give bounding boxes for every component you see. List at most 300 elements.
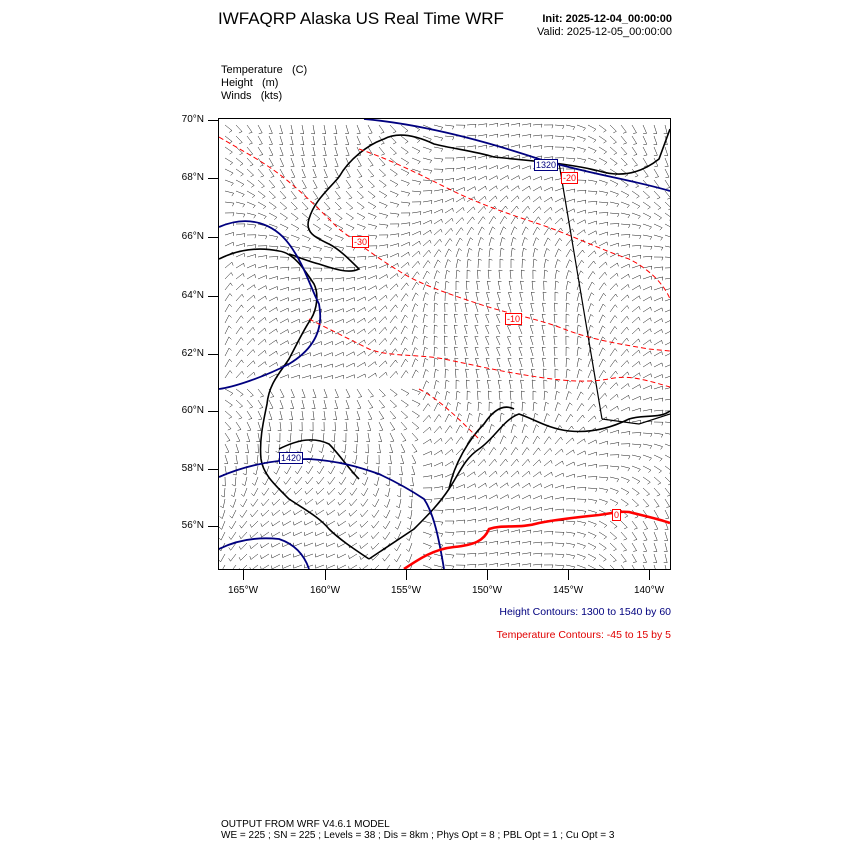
wind-barb [465, 347, 469, 356]
wind-barb [324, 257, 333, 261]
wind-barb [379, 327, 387, 334]
wind-barb [533, 124, 542, 127]
wind-barb [654, 363, 663, 367]
wind-barb [610, 136, 617, 144]
wind-barb [519, 348, 523, 357]
wind-barb [588, 191, 597, 195]
wind-barb [313, 288, 322, 292]
wind-barb [588, 404, 596, 411]
wind-barb [434, 209, 443, 213]
wind-barb [349, 499, 357, 506]
temp-contour-label-1: -20 [563, 173, 577, 183]
wind-barb [401, 136, 408, 143]
wind-barb [533, 187, 542, 192]
wind-barb [478, 495, 487, 499]
wind-barb [291, 319, 300, 323]
model-config: WE = 225 ; SN = 225 ; Levels = 38 ; Dis = 8km ; Phys Opt = 8 ; PBL Opt = 1 ; Cu Opt = 3 [221, 830, 615, 841]
wind-barb [333, 411, 337, 420]
wind-barb [269, 235, 278, 240]
wind-barb [258, 411, 262, 420]
wind-barb [368, 286, 377, 290]
wind-barb [496, 326, 500, 335]
wind-barb [610, 213, 619, 217]
wind-barb [599, 180, 608, 186]
wind-barb [327, 488, 335, 495]
wind-barb [368, 180, 375, 188]
wind-barb [313, 169, 317, 178]
wind-barb [566, 369, 570, 378]
wind-barb [390, 125, 396, 133]
wind-barb [544, 248, 550, 257]
wind-barb [302, 191, 307, 199]
wind-barb [599, 370, 606, 378]
wind-barb [519, 358, 523, 367]
wind-barb [621, 499, 628, 506]
wind-barb [555, 218, 563, 224]
wind-barb [434, 565, 443, 569]
wind-barb [577, 521, 586, 526]
wind-barb [520, 292, 524, 301]
map-canvas [219, 119, 670, 569]
wind-barb [258, 147, 263, 155]
wind-barb [258, 389, 264, 397]
wind-barb [478, 507, 487, 511]
wind-barb [643, 455, 652, 461]
wind-barb [478, 217, 485, 224]
wind-barb [489, 166, 498, 170]
wind-barb [261, 532, 269, 537]
wind-barb [475, 326, 479, 335]
wind-barb [322, 411, 325, 420]
field-height-unit: (m) [261, 77, 279, 89]
wind-barb [423, 201, 432, 205]
wind-barb [498, 281, 501, 290]
wind-barb [500, 165, 509, 169]
wind-barb [643, 256, 652, 259]
wind-barb [357, 362, 366, 367]
wind-barb [280, 180, 285, 188]
wind-barb [401, 371, 408, 379]
wind-barb [324, 353, 333, 357]
wind-barb [236, 213, 245, 217]
wind-barb [555, 259, 560, 268]
wind-barb [225, 262, 233, 268]
lon-label-145: 145°W [552, 585, 584, 596]
wind-barb [454, 325, 457, 334]
wind-barb [467, 413, 472, 422]
wind-barb [390, 349, 397, 356]
wind-barb [236, 349, 243, 356]
wind-barb [478, 564, 487, 568]
wind-barb [522, 471, 530, 477]
wind-barb [643, 409, 652, 413]
wind-barb [632, 499, 639, 507]
wind-barb [247, 245, 256, 248]
wind-barb [456, 425, 463, 433]
wind-barb [566, 403, 572, 411]
wind-barb [632, 191, 639, 198]
wind-barb [294, 488, 302, 494]
wind-barb [247, 389, 253, 397]
wind-barb [258, 235, 267, 239]
wind-barb [632, 565, 637, 569]
wind-barb [401, 180, 409, 186]
wind-barb [411, 466, 415, 475]
wind-barb [272, 565, 281, 569]
wind-barb [434, 314, 438, 323]
wind-barb [357, 329, 365, 334]
wind-barb [555, 473, 564, 477]
wind-barb [665, 246, 670, 251]
wind-barb [301, 158, 305, 167]
wind-barb [665, 422, 670, 426]
wind-barb [454, 347, 457, 356]
wind-barb [522, 519, 531, 523]
wind-barb [588, 314, 593, 323]
wind-barb [653, 554, 657, 563]
wind-barb [331, 433, 335, 442]
wind-barb [511, 196, 519, 202]
wind-barb [588, 499, 597, 504]
wind-barb [599, 393, 607, 400]
wind-barb [390, 253, 399, 257]
wind-barb [522, 541, 531, 545]
wind-barb [632, 373, 640, 378]
wind-barb [665, 499, 670, 507]
wind-barb [522, 413, 527, 422]
wind-barb [236, 243, 245, 247]
wind-barb [533, 197, 541, 203]
wind-barb [478, 227, 484, 235]
wind-barb [500, 495, 509, 499]
wind-barb [357, 202, 364, 209]
wind-barb [247, 191, 255, 198]
wind-barb [500, 206, 508, 213]
wind-barb [500, 402, 503, 411]
wind-barb [664, 147, 668, 156]
wind-barb [610, 326, 617, 334]
wind-barb [269, 329, 277, 334]
field-winds-unit: (kts) [260, 90, 283, 102]
wind-barb [302, 364, 311, 368]
wind-barb [621, 444, 630, 447]
wind-barb [379, 285, 387, 290]
wind-barb [324, 278, 333, 281]
wind-barb [588, 393, 595, 401]
wind-barb [599, 222, 608, 226]
wind-barb [368, 202, 376, 209]
wind-barb [241, 488, 247, 496]
wind-barb [500, 216, 507, 224]
wind-barb [383, 521, 390, 529]
wind-barb [280, 375, 289, 379]
wind-barb [313, 364, 322, 368]
wind-barb [599, 293, 606, 301]
wind-barb [346, 389, 350, 398]
wind-barb [632, 275, 641, 279]
wind-barb [665, 213, 670, 220]
wind-barb [335, 224, 343, 231]
wind-barb [566, 136, 575, 141]
wind-barb [412, 455, 416, 464]
wind-barb [566, 462, 575, 466]
wind-barb [445, 270, 450, 279]
wind-barb [412, 212, 421, 215]
wind-barb [665, 319, 670, 323]
wind-barb [283, 565, 292, 569]
wind-barb [621, 477, 629, 483]
wind-barb [544, 136, 553, 139]
wind-barb [335, 169, 339, 178]
wind-barb [379, 191, 387, 198]
wind-barb [489, 206, 497, 213]
wind-barb [643, 235, 652, 240]
wind-barb [511, 402, 514, 411]
wind-barb [324, 288, 333, 292]
wind-barb [229, 532, 236, 540]
wind-barb [280, 257, 289, 261]
southcentral-coast [369, 411, 670, 559]
wind-barb [291, 202, 297, 210]
wind-barb [543, 358, 547, 367]
wind-barb [335, 257, 344, 261]
wind-barb [610, 305, 617, 312]
wind-barb [401, 315, 408, 323]
wind-barb [251, 488, 258, 496]
wind-barb [665, 399, 670, 402]
wind-barb [368, 246, 377, 249]
wind-barb [522, 206, 530, 213]
wind-barb [313, 342, 322, 346]
wind-barb [610, 430, 619, 434]
wind-barb [412, 251, 420, 257]
wind-barb [665, 158, 669, 167]
wind-barb [236, 305, 243, 312]
wind-barb [511, 186, 519, 191]
wind-barb [423, 451, 432, 455]
wind-barb [643, 385, 652, 389]
wind-barb [643, 246, 652, 250]
height-contour-west [219, 221, 320, 389]
wind-barb [247, 361, 255, 367]
wind-barb [522, 402, 526, 411]
wind-barb [665, 169, 669, 178]
wind-barb [225, 444, 229, 453]
wind-barb [621, 395, 629, 400]
wind-barb [368, 276, 377, 280]
lat-label-70: 70°N [181, 114, 204, 125]
wind-barb [643, 202, 650, 209]
wind-barb [522, 459, 530, 466]
wind-barb [349, 521, 357, 527]
wind-barb [324, 202, 330, 210]
wind-barb [522, 196, 530, 202]
wind-barb [313, 246, 322, 251]
wind-barb [236, 147, 243, 155]
wind-barb [621, 244, 630, 247]
wind-barb [258, 265, 267, 269]
wind-barb [577, 532, 586, 537]
field-temperature [221, 64, 307, 76]
wind-barb [338, 543, 347, 547]
wind-barb [456, 554, 465, 558]
wind-barb [379, 422, 383, 431]
wind-barb [487, 380, 491, 389]
wind-barb [327, 521, 336, 526]
wind-barb [489, 259, 492, 268]
wind-barb [272, 554, 281, 558]
wind-barb [234, 455, 237, 464]
wind-barb [221, 488, 225, 497]
wind-barb [280, 341, 289, 345]
wind-barb [236, 389, 243, 396]
wind-barb [566, 543, 575, 548]
wind-barb [334, 400, 338, 409]
wind-barb [454, 336, 457, 345]
wind-barb [423, 250, 431, 257]
wind-barb [247, 125, 252, 133]
wind-barb [467, 553, 476, 556]
wind-barb [434, 199, 443, 203]
wind-barb [555, 125, 564, 129]
wind-barb [269, 202, 276, 209]
wind-barb [555, 198, 564, 202]
wind-barb [664, 125, 668, 134]
wind-barb [632, 455, 641, 460]
wind-barb [291, 288, 300, 292]
wind-barb [511, 237, 516, 246]
wind-barb [423, 476, 432, 480]
wind-barb [654, 136, 658, 145]
wind-barb [467, 460, 475, 466]
wind-barb [423, 347, 428, 356]
wind-barb [643, 543, 647, 552]
wind-barb [280, 202, 287, 210]
lon-tick [568, 570, 569, 580]
wind-barb [621, 147, 627, 155]
wind-barb [544, 177, 553, 181]
wind-barb [588, 416, 596, 422]
wind-barb [324, 341, 333, 345]
init-time: Init: 2025-12-04_00:00:00 [542, 13, 672, 25]
wind-barb [269, 318, 277, 323]
wind-barb [530, 347, 534, 356]
wind-barb [445, 303, 448, 312]
wind-barb [555, 532, 564, 536]
wind-barb [324, 169, 328, 178]
wind-barb [373, 488, 379, 496]
wind-barb [478, 176, 487, 180]
wind-barb [445, 228, 453, 235]
wind-barb [245, 444, 249, 453]
wind-barb [360, 510, 368, 517]
wind-barb [280, 191, 286, 199]
wind-barb [335, 341, 344, 345]
wind-barb [489, 483, 497, 488]
wind-barb [489, 186, 497, 191]
wind-barb [654, 224, 662, 230]
wind-barb [284, 466, 291, 474]
wind-barb [466, 369, 470, 378]
wind-barb [445, 198, 454, 202]
wind-barb [240, 521, 247, 528]
wind-barb [499, 270, 503, 279]
wind-barb [489, 123, 498, 127]
wind-barb [269, 362, 278, 367]
wind-barb [522, 166, 531, 170]
wind-barb [599, 543, 606, 550]
wind-barb [412, 180, 421, 185]
wind-barb [511, 259, 514, 268]
wind-barb [500, 237, 505, 246]
wind-barb [621, 543, 627, 551]
wind-barb [476, 292, 480, 301]
wind-barb [247, 180, 254, 187]
wind-barb [478, 206, 486, 213]
wind-barb [632, 328, 640, 334]
wind-barb [319, 444, 324, 453]
wind-barb [372, 510, 379, 518]
wind-barb [632, 521, 637, 529]
wind-barb [287, 433, 291, 442]
wind-barb [412, 325, 418, 334]
wind-barb [577, 487, 586, 490]
wind-barb [258, 307, 266, 312]
wind-barb [390, 400, 397, 408]
wind-barb [401, 242, 410, 246]
wind-barb [231, 488, 236, 497]
wind-barb [554, 336, 558, 345]
wind-barb [521, 380, 525, 389]
wind-barb [511, 563, 520, 566]
wind-barb [269, 266, 278, 269]
wind-barb [654, 543, 658, 552]
wind-barb [632, 433, 641, 436]
wind-barb [302, 389, 306, 398]
wind-barb [610, 180, 618, 187]
wind-barb [317, 477, 325, 484]
wind-barb [236, 180, 244, 187]
wind-barb [566, 532, 575, 537]
wind-barb [445, 521, 454, 524]
wind-barb [478, 248, 483, 257]
wind-barb [423, 180, 432, 184]
wind-barb [357, 213, 365, 220]
wind-barb [632, 408, 641, 412]
wind-barb [272, 499, 280, 505]
wind-barb [412, 221, 421, 225]
wind-barb [401, 444, 405, 453]
wind-barb [500, 186, 508, 191]
wind-barb [219, 532, 225, 540]
wind-barb [542, 336, 546, 345]
wind-barb [487, 369, 491, 378]
lat-label-66: 66°N [181, 231, 204, 242]
wind-barb [401, 283, 409, 290]
wind-barb [394, 565, 401, 569]
wind-barb [643, 466, 651, 473]
wind-barb [250, 521, 258, 527]
wind-barb [258, 275, 267, 279]
wind-barb [225, 422, 231, 430]
wind-barb [511, 227, 517, 235]
wind-barb [533, 248, 538, 257]
wind-barb [324, 320, 333, 324]
wind-barb [379, 264, 388, 268]
wind-barb [352, 455, 357, 464]
wind-barb [357, 136, 361, 145]
wind-barb [412, 422, 419, 430]
